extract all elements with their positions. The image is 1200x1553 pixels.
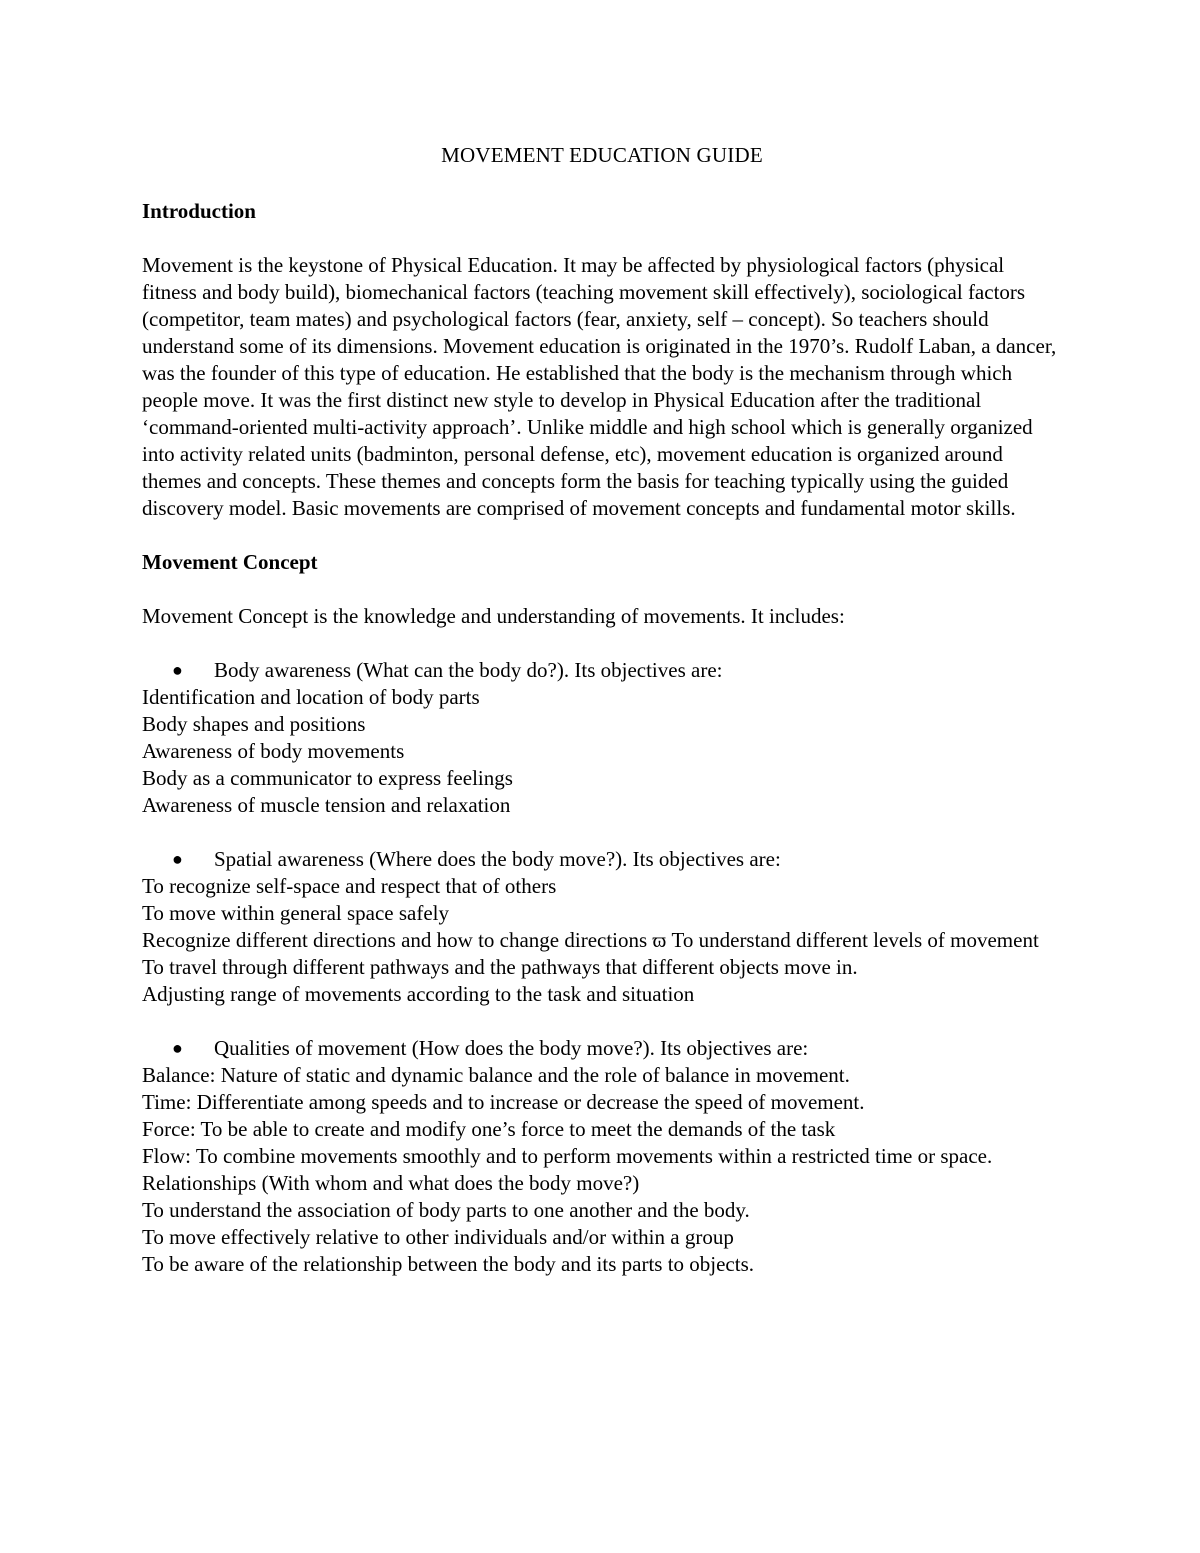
objective-line: Body shapes and positions (142, 712, 366, 736)
objective-line: Adjusting range of movements according to the task and situation (142, 982, 695, 1006)
body-awareness-group (142, 657, 1062, 819)
qualities-of-movement-group (142, 1035, 1062, 1278)
objective-line: To move within general space safely (142, 901, 450, 925)
spacer (142, 1008, 1062, 1035)
objective-line: To recognize self-space and respect that of others (142, 874, 557, 898)
bullet-item (142, 846, 1062, 873)
objective-line: Recognize different directions and how to change directions ϖ To understand different levels of movement (142, 928, 1039, 952)
spatial-awareness-group (142, 846, 1062, 1008)
objective-line: Time: Differentiate among speeds and to increase or decrease the speed of movement. (142, 1090, 865, 1114)
bullet-item (142, 657, 1062, 684)
bullet-icon: ● (172, 849, 183, 869)
bullet-text: Spatial awareness (Where does the body move?). Its objectives are: (214, 847, 781, 871)
objective-line: Awareness of muscle tension and relaxation (142, 793, 511, 817)
objective-line: To be aware of the relationship between the body and its parts to objects. (142, 1252, 755, 1276)
bullet-text: Body awareness (What can the body do?). Its objectives are: (214, 658, 723, 682)
objective-line: Flow: To combine movements smoothly and to perform movements within a restricted time or space. (142, 1144, 993, 1168)
bullet-item (142, 1035, 1062, 1062)
objective-line: Awareness of body movements (142, 739, 405, 763)
objective-line: Relationships (With whom and what does the body move?) (142, 1171, 640, 1195)
objective-line: To understand the association of body parts to one another and the body. (142, 1198, 750, 1222)
section-heading-introduction: Introduction (142, 199, 256, 223)
page-title: MOVEMENT EDUCATION GUIDE (441, 143, 763, 167)
spacer (142, 819, 1062, 846)
section-heading-movement-concept: Movement Concept (142, 550, 318, 574)
bullet-text: Qualities of movement (How does the body move?). Its objectives are: (214, 1036, 809, 1060)
bullet-icon: ● (172, 660, 183, 680)
objective-line: Identification and location of body parts (142, 685, 480, 709)
objective-line: Force: To be able to create and modify one’s force to meet the demands of the task (142, 1117, 836, 1141)
intro-paragraph: Movement is the keystone of Physical Education. It may be affected by physiological factors (physical fitness and body build), biomechanical factors (teaching movement skill effectively), sociological factors (competitor, team mates) and psychological factors (fear, anxiety, self – concept). So teachers should understand some of its dimensions. Movement education is originated in the 1970’s. Rudolf Laban, a dancer, was the founder of this type of education. He established that the body is the mechanism through which people move. It was the first distinct new style to develop in Physical Education after the traditional ‘command-oriented multi-activity approach’. Unlike middle and high school which is generally organized into activity related units (badminton, personal defense, etc), movement education is organized around themes and concepts. These themes and concepts form the basis for teaching typically using the guided discovery model. Basic movements are comprised of movement concepts and fundamental motor skills. (142, 253, 1057, 520)
objective-line: To travel through different pathways and the pathways that different objects move in. (142, 955, 858, 979)
objective-line: To move effectively relative to other individuals and/or within a group (142, 1225, 734, 1249)
concept-intro-paragraph: Movement Concept is the knowledge and understanding of movements. It includes: (142, 604, 845, 628)
document-page (142, 142, 1062, 1278)
objective-line: Body as a communicator to express feelings (142, 766, 513, 790)
objective-line: Balance: Nature of static and dynamic balance and the role of balance in movement. (142, 1063, 850, 1087)
bullet-icon: ● (172, 1038, 183, 1058)
